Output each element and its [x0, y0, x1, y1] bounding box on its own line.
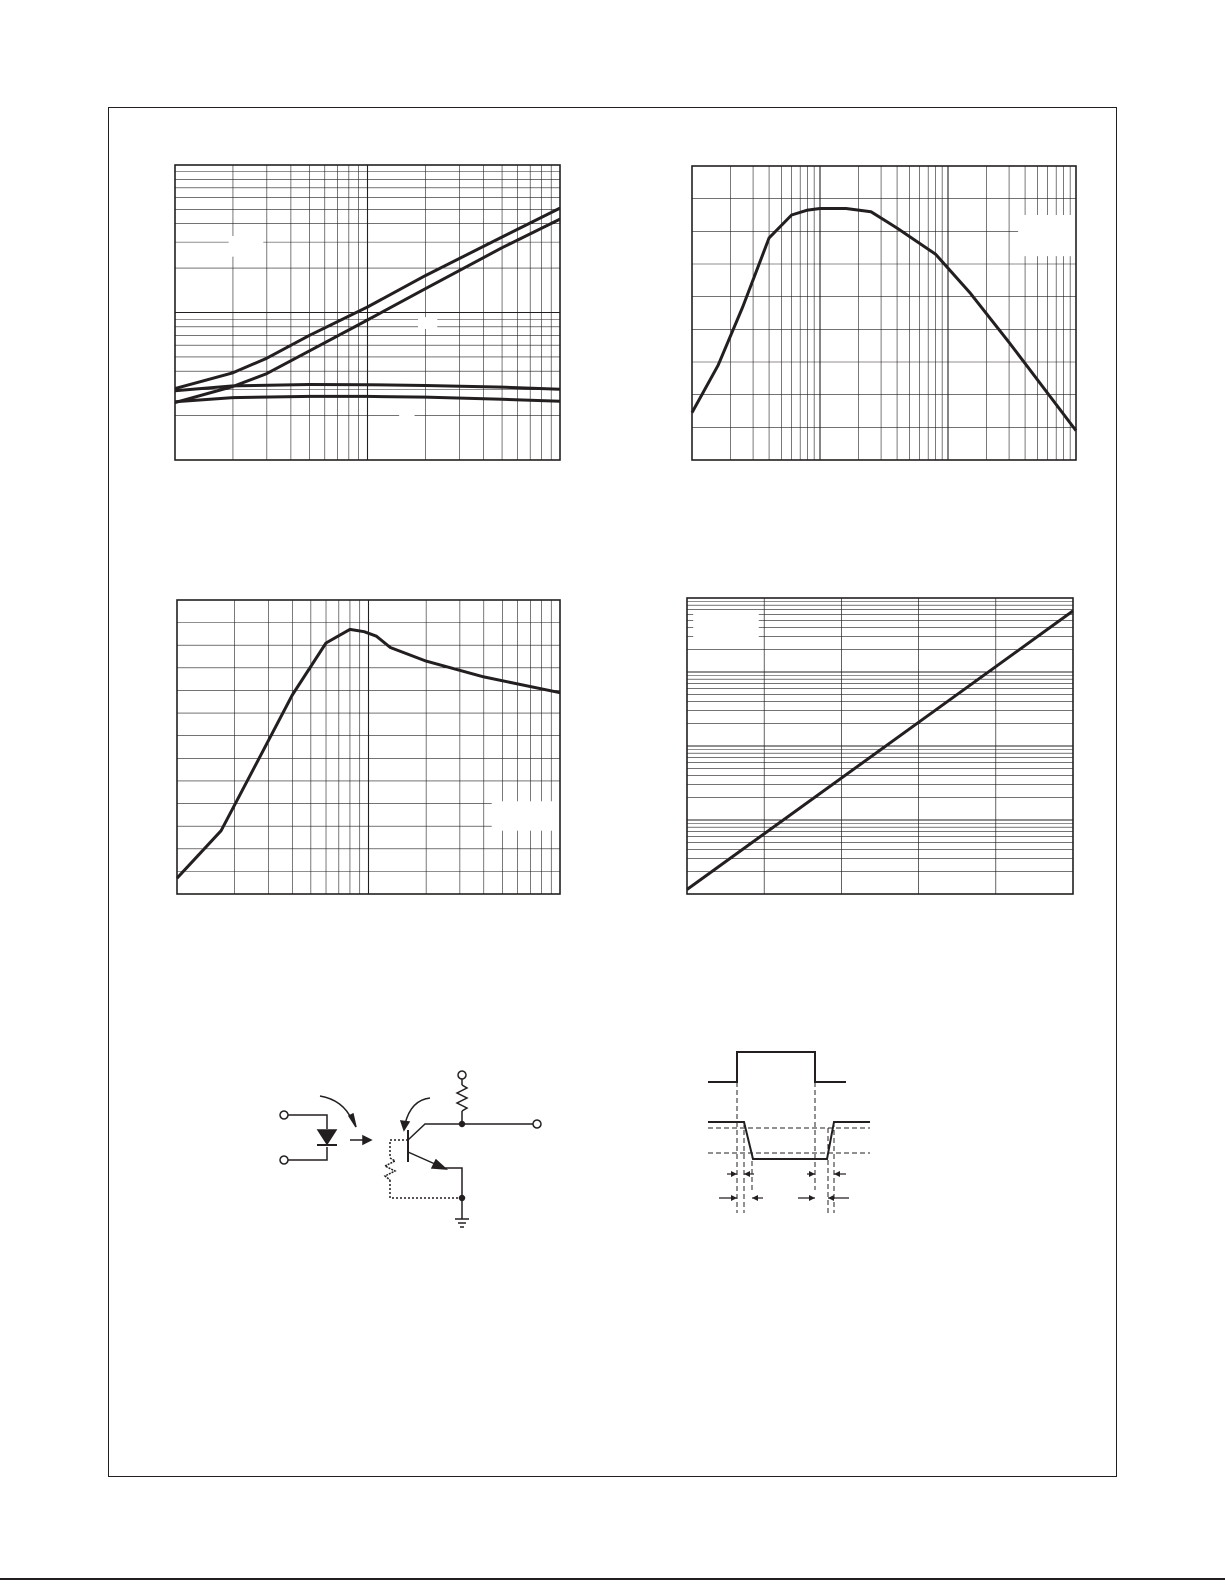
input-pulse-waveform: [708, 1052, 846, 1082]
